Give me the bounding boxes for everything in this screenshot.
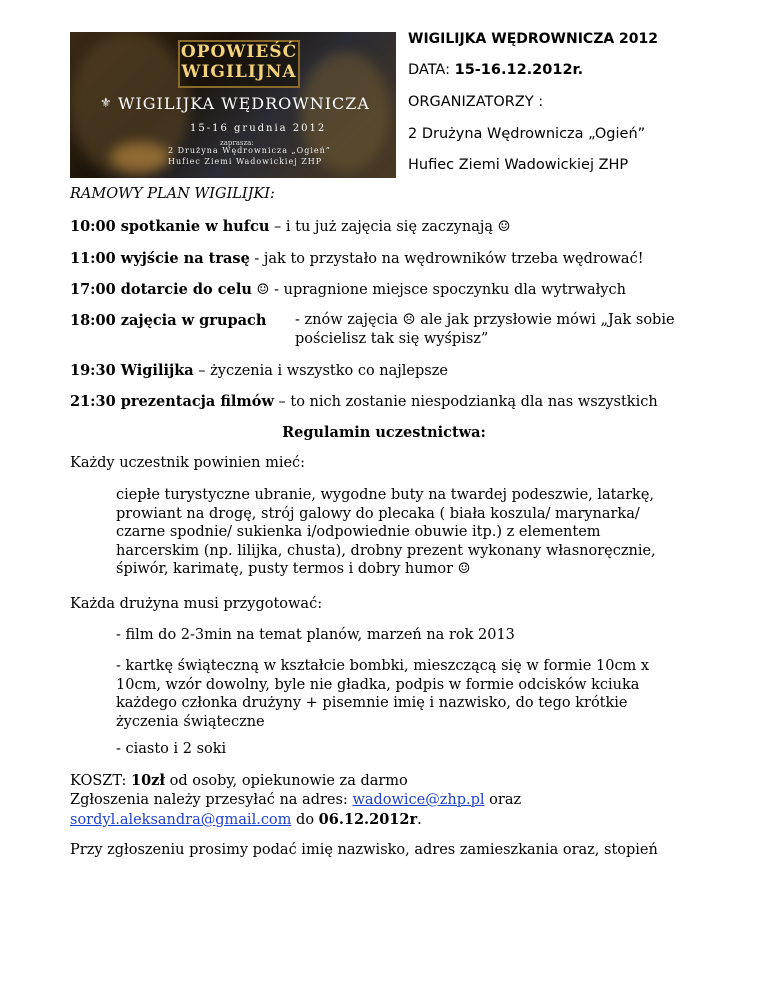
plan-item-text: – to nich zostanie niespodzianką dla nas wszystkich xyxy=(273,394,658,410)
plan-item xyxy=(70,362,448,379)
date-value: 15-16.12.2012r. xyxy=(454,62,584,78)
plan-item-text: – życzenia i wszystko co najlepsze xyxy=(193,363,448,379)
banner-title-line1: OPOWIEŚĆ xyxy=(180,42,298,62)
list-item: prowiant na drogę, strój galowy do plecaka ( biała koszula/ marynarka/ xyxy=(116,505,640,522)
event-banner-image xyxy=(70,32,396,178)
plan-item xyxy=(70,281,626,298)
plan-item-time: 11:00 wyjście na trasę xyxy=(70,250,250,267)
banner-date: 15-16 grudnia 2012 xyxy=(190,123,327,134)
date-label: DATA: xyxy=(408,62,450,78)
plan-item-time: 17:00 dotarcie do celu xyxy=(70,281,252,298)
team-item-card xyxy=(116,657,649,731)
plan-item-time: 19:30 Wigilijka xyxy=(70,362,194,379)
plan-item-text: - jak to przystało na wędrowników trzeba wędrować! xyxy=(249,251,644,267)
banner-title-line2: WIGILIJNA xyxy=(181,62,297,82)
organizer-team: 2 Drużyna Wędrownicza „Ogień” xyxy=(408,126,646,142)
signup-connector: oraz xyxy=(484,792,522,808)
signup-deadline: 06.12.2012r xyxy=(318,811,418,828)
banner-subtitle: WIGILIJKA WĘDROWNICZA xyxy=(118,94,370,113)
document-title: WIGILIJKA WĘDROWNICZA 2012 xyxy=(408,31,659,47)
team-item-film: - film do 2-3min na temat planów, marzeń na rok 2013 xyxy=(116,627,515,643)
rules-heading: Regulamin uczestnictwa: xyxy=(282,424,486,441)
footer-note: Przy zgłoszeniu prosimy podać imię nazwisko, adres zamieszkania oraz, stopień xyxy=(70,842,658,858)
signup-line-2 xyxy=(70,811,422,828)
signup-prefix: Zgłoszenia należy przesyłać na adres: xyxy=(70,792,353,808)
list-item: czarne spodnie/ sukienka i/odpowiednie obuwie itp.) z elementem xyxy=(116,524,601,541)
list-item: - kartkę świąteczną w kształcie bombki, mieszczącą się w formie 10cm x xyxy=(116,658,650,674)
participant-requirements-list xyxy=(116,486,656,579)
plan-item-time: 10:00 spotkanie w hufcu xyxy=(70,218,270,235)
plan-item-time: 21:30 prezentacja filmów xyxy=(70,393,274,410)
list-item: ciepłe turystyczne ubranie, wygodne buty na twardej podeszwie, latarkę, xyxy=(116,487,655,503)
list-item: śpiwór, karimatę, pusty termos i dobry humor ☺ xyxy=(116,561,471,578)
banner-organizer-label: zaprasza: xyxy=(220,139,254,147)
plan-item xyxy=(70,393,658,410)
signup-line xyxy=(70,792,521,808)
organizer-district: Hufiec Ziemi Wadowickiej ZHP xyxy=(408,157,629,173)
plan-heading: RAMOWY PLAN WIGILIJKI: xyxy=(70,186,275,202)
cost-amount: 10zł xyxy=(131,772,165,789)
banner-organizer-line2: Hufiec Ziemi Wadowickiej ZHP xyxy=(168,157,323,166)
banner-title-box xyxy=(178,40,300,88)
list-item: 10cm, wzór dowolny, byle nie gładka, podpis w formie odcisków kciuka xyxy=(116,676,640,693)
participant-requirements-label: Każdy uczestnik powinien mieć: xyxy=(70,455,306,471)
list-item: każdego członka drużyny + pisemnie imię i nazwisko, do tego krótkie xyxy=(116,695,628,712)
plan-item-text: – i tu już zajęcia się zaczynają ☺ xyxy=(269,219,511,235)
banner-organizer-line1: 2 Drużyna Wędrownicza „Ogień” xyxy=(168,146,331,155)
list-item: życzenia świąteczne xyxy=(116,713,265,730)
plan-item-text: pościelisz tak się wyśpisz” xyxy=(295,331,489,347)
plan-item-text: ☺ - upragnione miejsce spoczynku dla wytrwałych xyxy=(251,282,626,298)
list-item: harcerskim (np. lilijka, chusta), drobny prezent wykonany własnoręcznie, xyxy=(116,542,656,559)
email-link-sordyl[interactable]: sordyl.aleksandra@gmail.com xyxy=(70,812,292,828)
plan-item-text: - znów zajęcia ☹ ale jak przysłowie mówi „Jak sobie xyxy=(295,312,675,328)
cost-label: KOSZT: xyxy=(70,773,131,789)
cost-line xyxy=(70,772,408,789)
signup-dot: . xyxy=(417,812,422,828)
plan-item xyxy=(70,250,644,267)
organizers-label: ORGANIZATORZY : xyxy=(408,94,544,110)
lily-emblem-icon: ⚜ xyxy=(100,96,112,111)
email-link-wadowice[interactable]: wadowice@zhp.pl xyxy=(352,792,485,808)
team-item-food: - ciasto i 2 soki xyxy=(116,741,227,757)
cost-details: od osoby, opiekunowie za darmo xyxy=(165,773,408,789)
team-requirements-label: Każda drużyna musi przygotować: xyxy=(70,596,323,612)
signup-until: do xyxy=(291,812,319,828)
plan-item xyxy=(70,218,511,235)
event-date xyxy=(408,62,583,78)
plan-item-time: 18:00 zajęcia w grupach xyxy=(70,312,267,329)
